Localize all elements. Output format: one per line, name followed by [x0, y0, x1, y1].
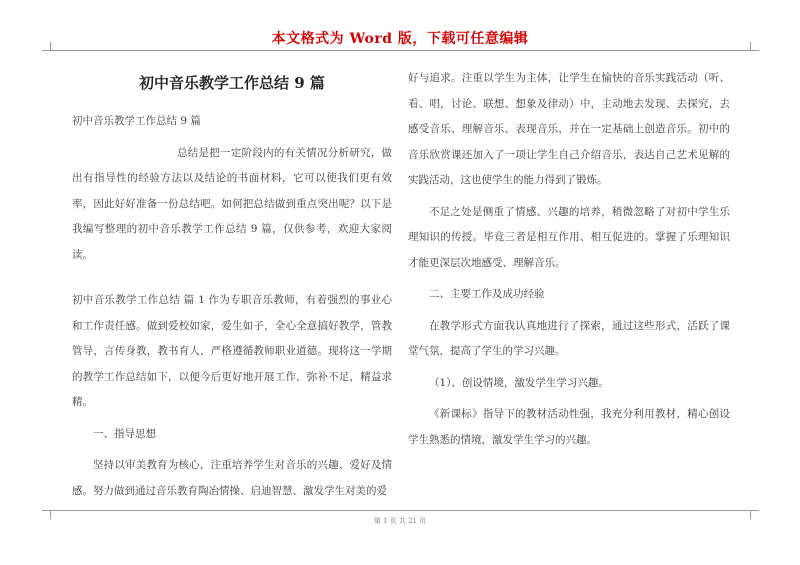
subtitle-line: 初中音乐教学工作总结 9 篇 — [72, 115, 201, 127]
section-1-paragraph: 初中音乐教学工作总结 篇 1 作为专职音乐教师，有着强烈的事业心和工作责任感。做到爱校如家，爱生如子，全心全意搞好教学，管教管导，言传身教，教书育人，严格遵循教师职业道德。现将这一学期的教学工作总结如下，以便今后更好地开展工作，弥补不足，精益求精。 — [72, 294, 392, 408]
teaching-form-paragraph: 在教学形式方面我认真地进行了探索，通过这些形式，活跃了课堂气氛，提高了学生的学习兴趣。 — [408, 319, 730, 357]
guiding-thought-paragraph: 坚持以审美教育为核心，注重培养学生对音乐的兴趣、爱好及情感。努力做到通过音乐教育陶冶情操、启迪智慧、激发学生对美的爱 — [72, 459, 392, 497]
intro-paragraph: 总结是把一定阶段内的有关情况分析研究，做出有指导性的经验方法以及结论的书面材料，它可以使我们更有效率，因此好好准备一份总结吧。如何把总结做到重点突出呢？以下是我编写整理的初中音乐教学工作总结 9 篇，仅供参考，欢迎大家阅读。 — [72, 146, 392, 261]
footer-rule — [50, 510, 750, 511]
page-number: 第 1 页 共 21 页 — [373, 517, 427, 525]
header-rule — [50, 50, 750, 51]
right-column — [408, 66, 730, 453]
page-title: 初中音乐教学工作总结 9 篇 — [139, 74, 325, 92]
continuation-paragraph: 好与追求。注重以学生为主体，让学生在愉快的音乐实践活动（听、看、唱，讨论、联想、想象及律动）中，主动地去发现、去探究，去感受音乐、理解音乐、表现音乐，并在一定基础上创造音乐。初中的音乐欣赏课还加入了一项让学生自己介绍音乐，表达自己艺术见解的实践活动，这也使学生的能力得到了锻炼。 — [408, 72, 730, 186]
editable-banner: 本文格式为 Word 版，下载可任意编辑 — [271, 31, 529, 47]
subheading-create-situation: （1）、创设情境，激发学生学习兴趣。 — [429, 376, 609, 389]
corner-mark-top-right — [750, 42, 759, 51]
shortcomings-paragraph: 不足之处是侧重了情感、兴趣的培养，稍微忽略了对初中学生乐理知识的传授。毕竟三者是相互作用、相互促进的。掌握了乐理知识才能更深层次地感受、理解音乐。 — [408, 205, 730, 269]
heading-main-work: 二、主要工作及成功经验 — [429, 288, 545, 300]
new-standard-paragraph: 《新课标》指导下的教材活动性强，我充分利用教材，精心创设学生熟悉的情境，激发学生学习的兴趣。 — [408, 408, 730, 446]
heading-guiding-thought: 一、指导思想 — [93, 427, 156, 440]
left-column — [72, 66, 392, 504]
